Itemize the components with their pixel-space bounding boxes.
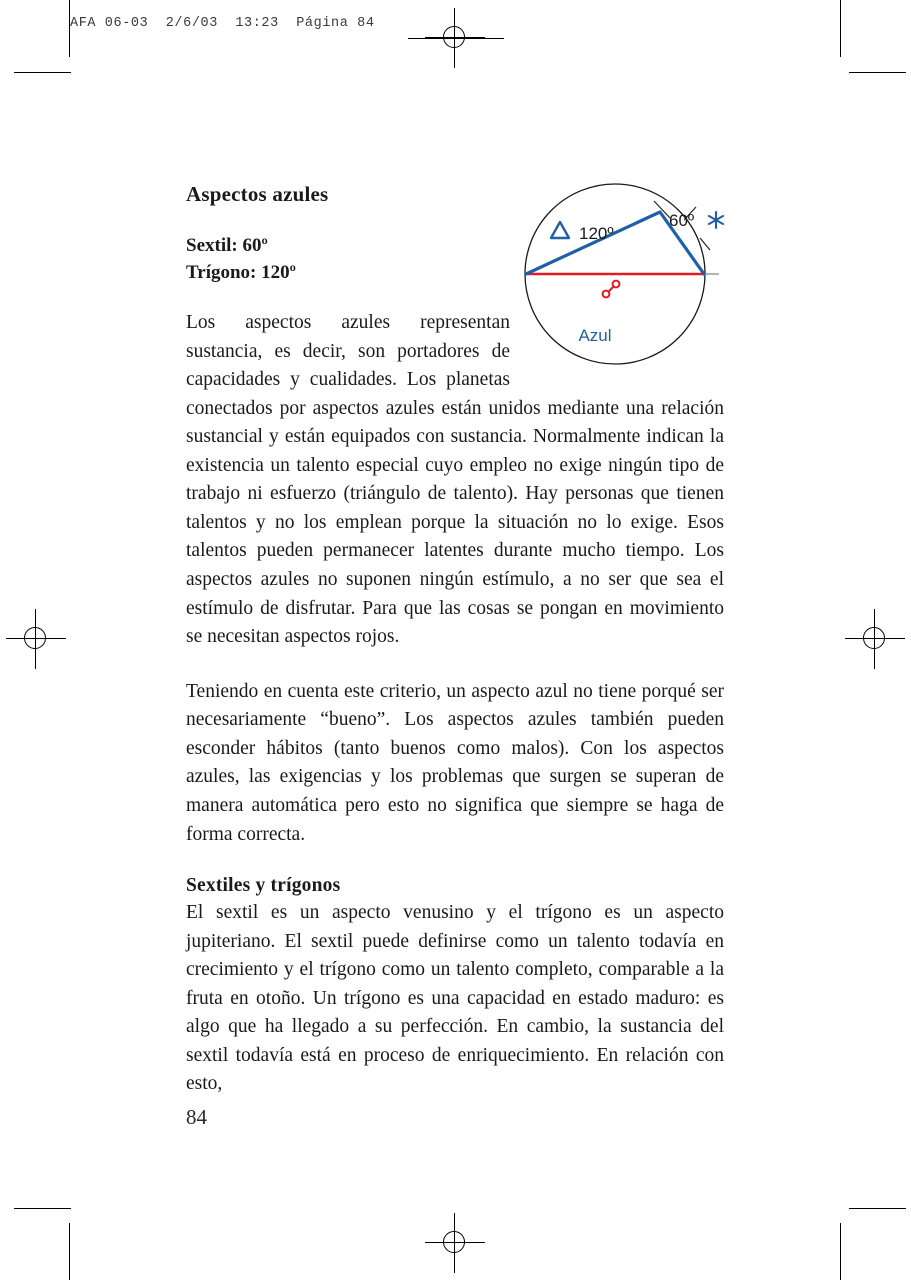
registration-mark-bottom: [425, 1213, 485, 1273]
paragraph-sextiles-trigonos: El sextil es un aspecto venusino y el trígono es un aspecto jupiteriano. El sextil puede definirse como un talento todavía en crecimiento y el trígono como un talento completo, comparable a la fruta en otoño. Un trígono es una capacidad en estado maduro: es algo que ha llegado a su perfección. En cambio, la sustancia del sextil todavía está en proceso de enriquecimiento. En relación con esto,: [186, 902, 724, 1095]
registration-mark-right: [845, 609, 905, 669]
crop-mark-top-left-horizontal: [14, 72, 71, 73]
page-title: Aspectos azules: [186, 182, 329, 206]
page-content: [186, 182, 724, 1125]
slug-underline-rule: [408, 38, 504, 39]
crop-mark-bottom-left-horizontal: [14, 1208, 71, 1209]
trine-symbol-icon: [551, 222, 569, 238]
crop-mark-top-right-vertical: [840, 0, 841, 57]
crop-mark-bottom-left-vertical: [69, 1223, 70, 1280]
page-number: 84: [186, 1105, 207, 1129]
registration-mark-left: [6, 609, 66, 669]
definition-trigono: Trígono: 120º: [186, 261, 296, 283]
opposition-symbol-icon: [603, 281, 620, 298]
aspect-diagram-figure: [524, 176, 724, 372]
registration-mark-circle: [24, 627, 46, 649]
registration-mark-circle: [443, 26, 465, 48]
crop-mark-bottom-right-vertical: [840, 1223, 841, 1280]
sextile-symbol-icon: [709, 212, 723, 228]
registration-mark-circle: [443, 1231, 465, 1253]
subsection-title-sextiles-trigonos: Sextiles y trígonos: [186, 875, 341, 897]
page-slug-header: AFA 06-03 2/6/03 13:23 Página 84: [70, 16, 375, 31]
figure-caption-azul: Azul: [578, 326, 612, 345]
registration-mark-circle: [863, 627, 885, 649]
paragraph-blue-aspects-criteria: Teniendo en cuenta este criterio, un aspecto azul no tiene porqué ser necesariamente “bueno”. Los aspectos azules también pueden esconder hábitos (tanto buenos como malos). Con los aspectos azules, las exigencias y los problemas que surgen se superan de manera automática pero esto no significa que siempre se haga de forma correcta.: [186, 680, 724, 845]
trine-angle-label: 120º: [579, 224, 614, 243]
crop-mark-bottom-right-horizontal: [849, 1208, 906, 1209]
crop-mark-top-right-horizontal: [849, 72, 906, 73]
definition-sextil: Sextil: 60º: [186, 235, 268, 256]
sextile-angle-label: 60º: [669, 211, 695, 230]
paragraph-blue-aspects-substance: Los aspectos azules representan sustancia, es decir, son portadores de capacidades y cualidades. Los planetas conectados por aspectos azules están unidos mediante una relación sustancial y están equipados con sustancia. Normalmente indican la existencia un talento especial cuyo empleo no exige ningún tipo de trabajo ni esfuerzo (triángulo de talento). Hay personas que tienen talentos y no los emplean porque la situación no lo exige. Esos talentos pueden permanecer latentes durante mucho tiempo. Los aspectos azules no suponen ningún estímulo, a no ser que sea el estímulo de disfrutar. Para que las cosas se pongan en movimiento se necesitan aspectos rojos.: [186, 311, 724, 648]
